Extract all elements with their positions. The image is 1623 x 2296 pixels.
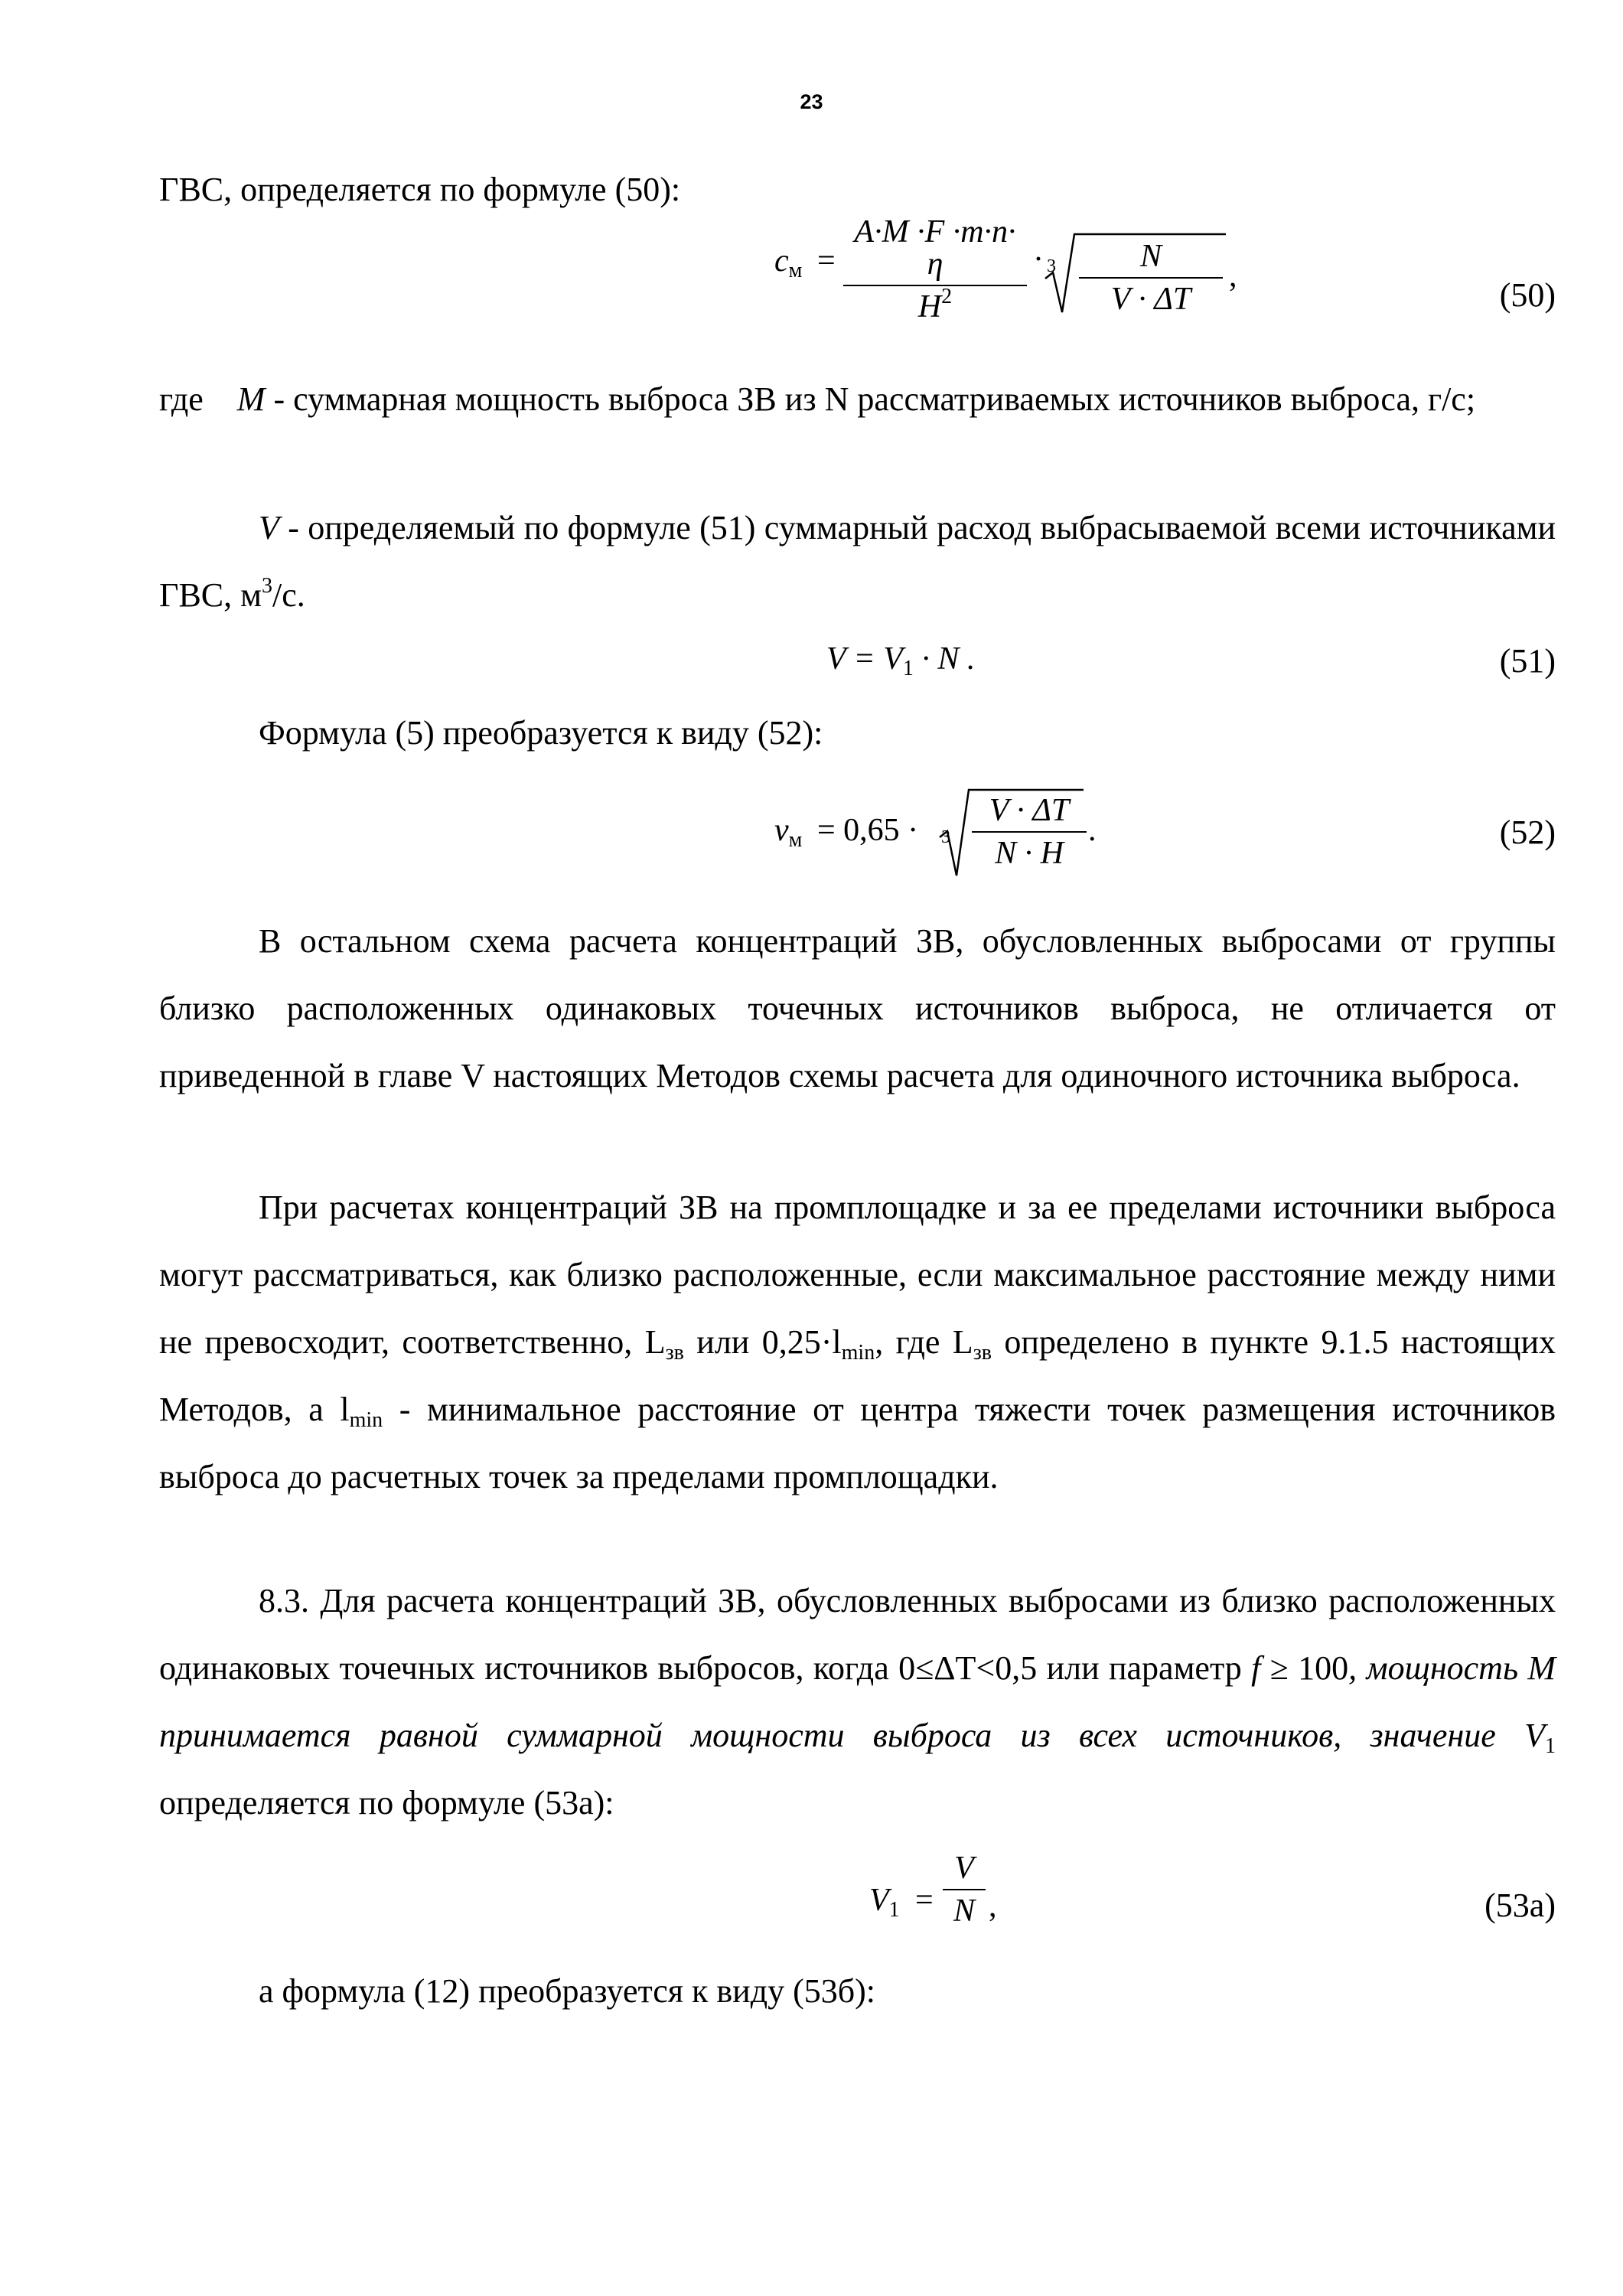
formula-52-lhs: $v_м$: [774, 813, 803, 852]
transform-52-line: Формула (5) преобразуется к виду (52):: [259, 714, 823, 752]
formula-52-coefficient: = 0,65 ·: [817, 813, 919, 848]
formula-50-comma: ,: [1229, 259, 1237, 294]
page-number: 23: [800, 90, 823, 113]
formula-52-root-numerator: V · ΔT: [989, 793, 1070, 828]
intro-line: ГВС, определяется по формуле (50):: [159, 171, 681, 208]
formula-50-denominator: $H^2$: [917, 285, 953, 325]
formula-52-number: (52): [1499, 814, 1556, 851]
formula-51-number: (51): [1499, 642, 1556, 680]
formula-50-root-index: 3: [1047, 256, 1056, 276]
formula-50-fraction: [843, 216, 1027, 323]
formula-50-root-fraction: [1079, 240, 1223, 315]
paragraph-8-3: 8.3. Для расчета концентраций ЗВ, обусловленных выбросами из близко расположенных одинаковых точечных источников выбросов, когда 0≤ΔT<0,5 или параметр f ≥ 100, мощность M принимается равной суммарной мощности выброса из всех источников, значение $V_1$ определяется по формуле (53а):: [159, 1582, 1556, 1821]
formula-53a-fraction: [943, 1852, 986, 1927]
formula-50-lhs: $c_м$: [774, 243, 803, 282]
definition-V: V - определяемый по формуле (51) суммарный расход выбрасываемой всеми источниками ГВС, $м^3/с$.: [159, 509, 1556, 614]
formula-52-root-denominator: N · H: [995, 836, 1064, 871]
paragraph-close-sources: При расчетах концентраций ЗВ на промплощадке и за ее пределами источники выброса могут рассматриваться, как близко расположенные, если максимальное расстояние между ними не превосходит, соответственно, $L_{зв}$ или $0,25\cdot l_{min}$, где $L_{зв}$ определено в пункте 9.1.5 настоящих Методов, а $l_{min}$ - минимальное расстояние от центра тяжести точек размещения источников выброса до расчетных точек за пределами промплощадки.: [159, 1189, 1556, 1495]
formula-52-root-fraction: [972, 794, 1087, 869]
formula-53a-denominator: N: [953, 1893, 975, 1929]
formula-52-period: .: [1088, 813, 1097, 848]
formula-52-root-index: 3: [941, 827, 950, 847]
formula-50-number: (50): [1499, 276, 1556, 314]
transform-53b-line: а формула (12) преобразуется к виду (53б):: [259, 1972, 876, 2010]
formula-53a-numerator: V: [954, 1851, 974, 1886]
formula-50-equals: =: [817, 243, 836, 279]
paragraph-rest-scheme: В остальном схема расчета концентраций ЗВ, обусловленных выбросами от группы близко расположенных одинаковых точечных источников выброса, не отличается от приведенной в главе V настоящих Методов схемы расчета для одиночного источника выброса.: [159, 922, 1556, 1094]
formula-53a-lhs: $V_1$: [869, 1883, 900, 1922]
formula-53a-equals: =: [915, 1883, 934, 1918]
formula-53a-number: (53а): [1484, 1887, 1556, 1924]
formula-50-numerator: A·M ·F ·m·n· η: [854, 214, 1016, 282]
formula-50-dot: ·: [1033, 242, 1044, 277]
definition-M: где M - суммарная мощность выброса ЗВ из N рассматриваемых источников выброса, г/с;: [159, 380, 1476, 418]
formula-53a-comma: ,: [989, 1889, 997, 1924]
formula-50-root-denominator: V · ΔT: [1110, 282, 1191, 317]
formula-50-root-numerator: N: [1139, 239, 1162, 274]
formula-51-expression: $V = V_1 \cdot N$ .: [826, 641, 976, 680]
